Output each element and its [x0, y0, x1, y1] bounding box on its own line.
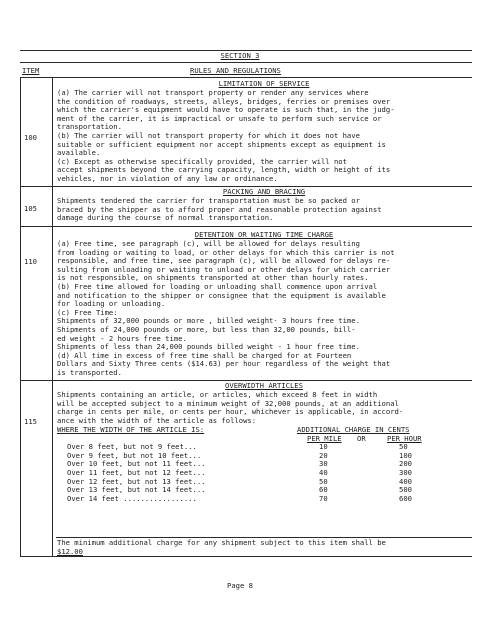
- item-105-bottom-rule: [20, 226, 472, 227]
- section-title: SECTION 3: [220, 51, 260, 60]
- text-line: $12.00: [57, 547, 83, 556]
- width-range: Over 9 feet, but not 10 feet...: [67, 450, 202, 460]
- text-line: (b) Free time allowed for loading or unloading shall commence upon arrival: [57, 282, 378, 291]
- text-line: accept shipments beyond the carrying capacity, length, width or height of its: [57, 166, 391, 175]
- text-line: (a) Free time, see paragraph (c), will be allowed for delays resulting: [57, 240, 360, 248]
- per-mile-value: 10: [319, 442, 328, 452]
- text-line: and notification to the shipper or consignee that the equipment is available: [57, 291, 386, 300]
- header-mid-rule: [20, 62, 472, 63]
- text-line: ment of the carrier, it is impractical or unsafe to perform such service or: [57, 114, 382, 123]
- per-mile-value: 20: [319, 450, 328, 460]
- text-line: (a) The carrier will not transport property or render any services where: [57, 89, 369, 97]
- or-label: OR: [357, 433, 366, 443]
- per-mile-value: 70: [319, 493, 328, 503]
- text-line: ance with the width of the article as follows:: [57, 416, 257, 425]
- text-line: (c) Except as otherwise specifically provided, the carrier will not: [57, 157, 347, 166]
- width-range: Over 11 feet, but not 12 feet...: [67, 467, 206, 477]
- page-bottom-rule: [20, 556, 472, 557]
- item-110-text: [57, 240, 471, 378]
- item-115-text: [57, 391, 471, 425]
- width-range: Over 8 feet, but not 9 feet...: [67, 442, 197, 452]
- text-line: available.: [57, 149, 101, 158]
- per-hour-value: 400: [399, 476, 412, 486]
- item-105-text: [57, 197, 471, 223]
- text-line: (b) The carrier will not transport property for which it does not have: [57, 131, 360, 140]
- per-mile-value: 60: [319, 485, 328, 495]
- header-bottom-rule: [20, 77, 472, 78]
- text-line: is not responsible, on shipments transported at other than hourly rates.: [57, 274, 369, 283]
- width-range: Over 13 feet, but not 14 feet...: [67, 485, 206, 495]
- per-hour-value: 600: [399, 493, 412, 503]
- text-line: braced by the shipper as to afford proper and reasonable protection against: [57, 205, 382, 214]
- charge-column-header: ADDITIONAL CHARGE IN CENTS: [297, 425, 410, 434]
- per-mile-value: 40: [319, 467, 328, 477]
- width-range: Over 10 feet, but not 11 feet...: [67, 459, 206, 469]
- page-left-border: [20, 77, 21, 556]
- text-line: ed weight - 2 hours free time.: [57, 334, 187, 343]
- text-line: which the carrier's equipment would have to operate is such that, in the judg-: [57, 106, 395, 115]
- text-line: Shipments of 24,000 pounds or more, but less than 32,00 pounds, bill-: [57, 325, 356, 334]
- item-column-divider: [52, 77, 53, 556]
- width-column-header: WHERE THE WIDTH OF THE ARTICLE IS:: [57, 425, 205, 434]
- text-line: (c) Free Time:: [57, 308, 118, 317]
- overwidth-rate-table: [57, 426, 471, 503]
- text-line: The minimum additional charge for any shipment subject to this item shall be: [57, 539, 386, 547]
- item-115-title: OVERWIDTH ARTICLES: [225, 381, 303, 390]
- per-hour-header: PER HOUR: [387, 433, 422, 443]
- text-line: responsible, and free time, see paragraph (c), will be allowed for delays re-: [57, 257, 391, 266]
- text-line: the condition of roadways, streets, alleys, bridges, ferries or premises over: [57, 97, 391, 106]
- text-line: will be accepted subject to a minimum weight of 32,000 pounds, at an additional: [57, 399, 399, 408]
- page-number: Page 8: [227, 581, 253, 590]
- text-line: Shipments of less than 24,000 pounds billed weight - 1 hour free time.: [57, 343, 360, 352]
- item-number-110: 110: [24, 257, 37, 266]
- text-line: Shipments tendered the carrier for transportation must be so packed or: [57, 197, 360, 205]
- per-hour-value: 50: [399, 442, 408, 452]
- item-number-115: 115: [24, 417, 37, 426]
- text-line: is transported.: [57, 368, 122, 377]
- item-100-text: [57, 89, 471, 184]
- text-line: (d) All time in excess of free time shall be charged for at Fourteen: [57, 351, 352, 360]
- width-range: Over 14 feet .................: [67, 493, 197, 503]
- item-115-footer: [57, 539, 471, 556]
- text-line: vehicles, nor in violation of any law or ordinance.: [57, 174, 278, 183]
- item-number-100: 100: [24, 133, 37, 142]
- text-line: damage during the course of normal transportation.: [57, 214, 274, 223]
- item-110-title: DETENTION OR WAITING TIME CHARGE: [194, 230, 334, 239]
- per-hour-value: 300: [399, 467, 412, 477]
- per-hour-value: 500: [399, 485, 412, 495]
- item-column-header: ITEM: [22, 66, 40, 75]
- item-105-title: PACKING AND BRACING: [222, 187, 306, 196]
- rules-column-header: RULES AND REGULATIONS: [190, 66, 281, 75]
- rate-table-bottom-rule: [56, 537, 472, 538]
- text-line: Shipments containing an article, or articles, which exceed 8 feet in width: [57, 391, 378, 399]
- text-line: Shipments of 32,000 pounds or more , billed weight- 3 hours free time.: [57, 317, 360, 326]
- text-line: transportation.: [57, 123, 122, 132]
- item-number-105: 105: [24, 204, 37, 213]
- text-line: charge in cents per mile, or cents per hour, whichever is applicable, in accord-: [57, 408, 404, 417]
- text-line: sulting from unloading or waiting to unload or other delays for which carrier: [57, 265, 391, 274]
- text-line: from loading or waiting to load, or other delays for which this carrier is not: [57, 248, 395, 257]
- per-hour-value: 100: [399, 450, 412, 460]
- text-line: suitable or sufficient equipment nor accept shipments except as equipment is: [57, 140, 386, 149]
- width-range: Over 12 feet, but not 13 feet...: [67, 476, 206, 486]
- per-mile-value: 50: [319, 476, 328, 486]
- table-row: [57, 495, 471, 504]
- per-mile-value: 30: [319, 459, 328, 469]
- text-line: Dollars and Sixty Three cents ($14.63) per hour regardless of the weight that: [57, 360, 391, 369]
- per-hour-value: 200: [399, 459, 412, 469]
- per-mile-header: PER MILE: [307, 433, 342, 443]
- text-line: for loading or unloading.: [57, 300, 166, 309]
- item-100-title: LIMITATION OF SERVICE: [218, 79, 310, 88]
